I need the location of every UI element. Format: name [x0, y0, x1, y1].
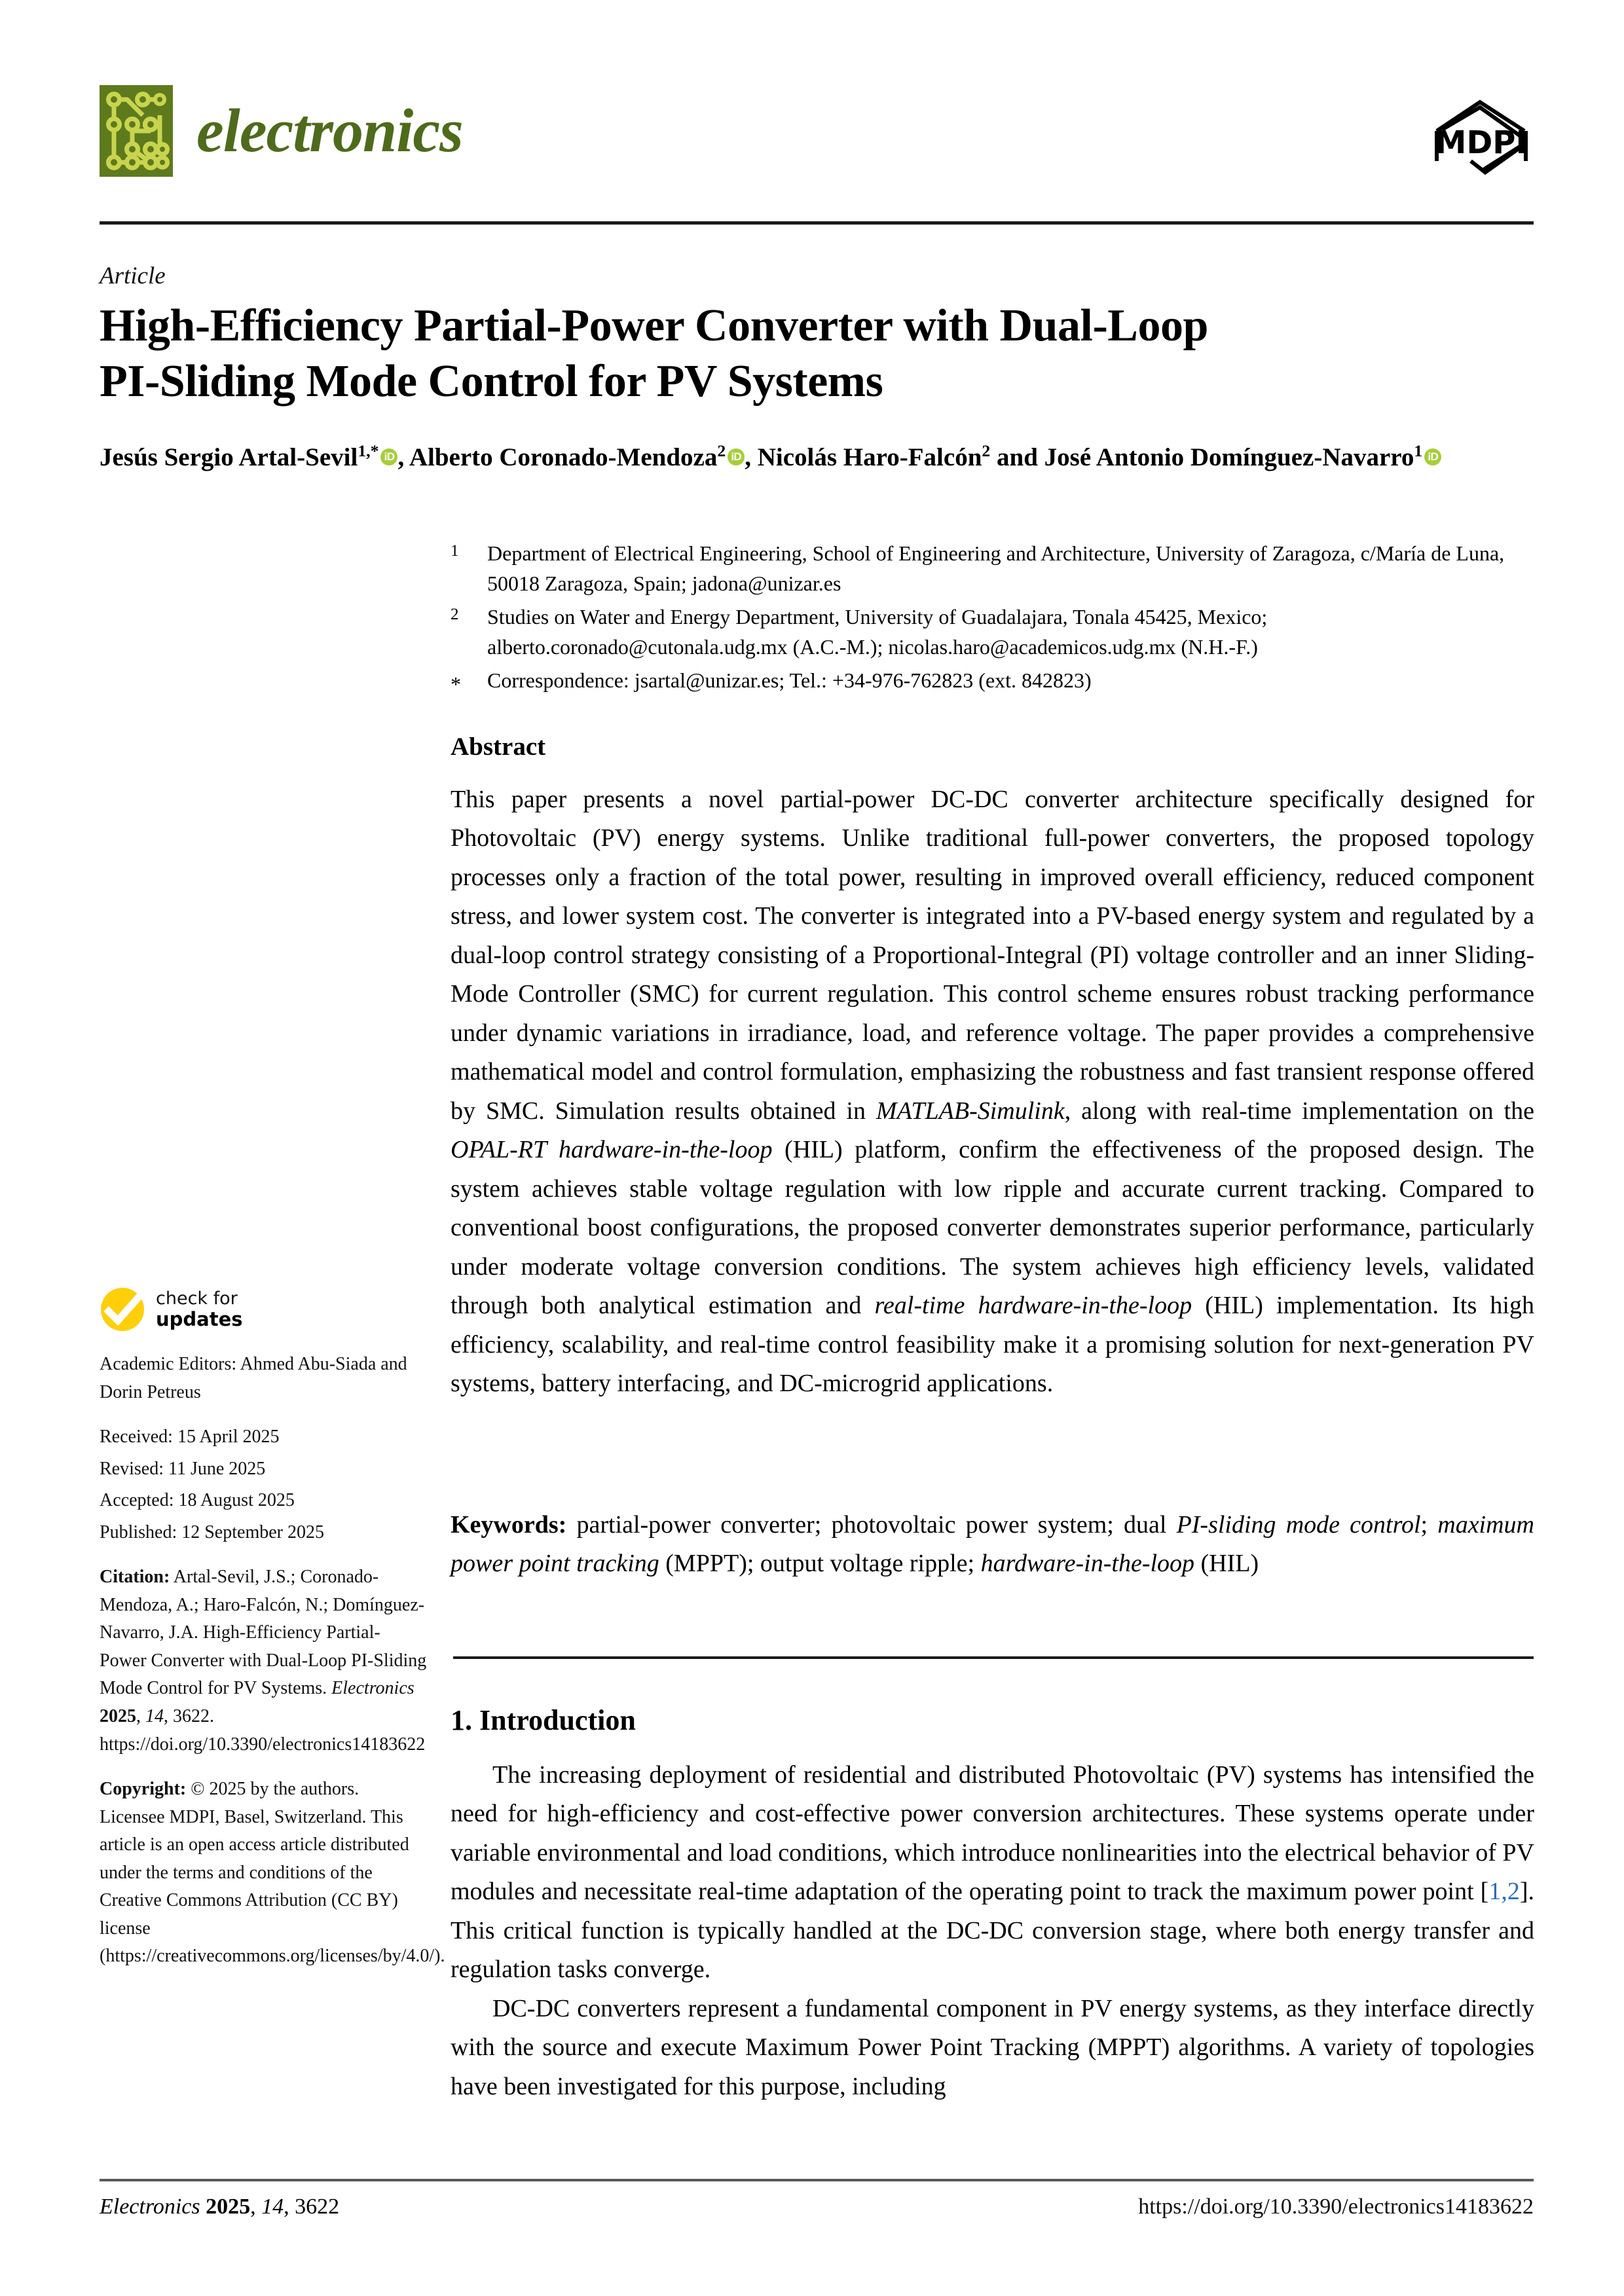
affiliation-text: Studies on Water and Energy Department, University of Guadalajara, Tonala 45425, Mexico; alberto.coronado@cutonala.udg.mx (A.C.-M.); nicolas.haro@academicos.udg.mx (N.H.-F.): [487, 604, 1268, 659]
section-heading-introduction: 1. Introduction: [451, 1704, 636, 1736]
copyright-label: Copyright:: [100, 1779, 187, 1800]
keywords-block: Keywords: partial-power converter; photovoltaic power system; dual PI-sliding mode control; maximum power point tracking (MPPT); output voltage ripple; hardware-in-the-loop (HIL): [451, 1511, 1535, 1578]
header-divider: [100, 221, 1534, 225]
citation-reference-2[interactable]: 2: [1507, 1878, 1520, 1906]
orcid-icon[interactable]: iD: [380, 448, 397, 465]
keyword-italic-1: PI-sliding mode control: [1176, 1511, 1421, 1539]
page-title: [100, 298, 1409, 410]
abstract-italic-opalrt: OPAL-RT hardware-in-the-loop: [451, 1136, 773, 1164]
page-header: [100, 85, 1534, 193]
affiliations-block: [451, 538, 1538, 702]
affiliation-text: Department of Electrical Engineering, School of Engineering and Architecture, University of Zaragoza, c/María de Luna, 50018 Zaragoza, Spain; jadona@unizar.es: [487, 541, 1505, 596]
cfu-line-1: check for: [156, 1288, 238, 1309]
citation-reference-separator: ,: [1501, 1878, 1507, 1906]
citation-year: 2025: [100, 1706, 136, 1727]
mdpi-logo[interactable]: [1429, 93, 1534, 177]
author-name: Jesús Sergio Artal-Sevil: [100, 443, 358, 471]
author-affiliation-marker: 2: [717, 441, 726, 460]
pcb-circuit-icon: [100, 85, 173, 177]
footer-year: 2025: [206, 2195, 251, 2219]
intro-paragraph-1: The increasing deployment of residential and distributed Photovoltaic (PV) systems has intensified the need for high-efficiency and cost-effective power conversion architectures. These systems operate under variable environmental and load conditions, which introduce nonlinearities into the electrical behavior of PV modules and necessitate real-time adaptation of the operating point to track the maximum power point [1,2]. This critical function is typically handled at the DC-DC conversion stage, where both energy transfer and regulation tasks converge.: [451, 1761, 1534, 1984]
academic-editors: [100, 1351, 427, 1406]
keyword-italic-3: hardware-in-the-loop: [980, 1550, 1195, 1578]
affiliation-marker: *: [451, 672, 461, 696]
journal-logo[interactable]: [100, 85, 463, 177]
check-for-updates-label: [156, 1289, 243, 1330]
footer-doi-link[interactable]: https://doi.org/10.3390/electronics14183622: [1138, 2195, 1534, 2219]
abstract-text: This paper presents a novel partial-power DC-DC converter architecture specifically designed for Photovoltaic (PV) energy systems. Unlike traditional full-power converters, the proposed topology processes only a fraction of the total power, resulting in improved overall efficiency, reduced component stress, and lower system cost. The converter is integrated into a PV-based energy system and regulated by a dual-loop control strategy consisting of a Proportional-Integral (PI) voltage controller and an inner Sliding-Mode Controller (SMC) for current regulation. This control scheme ensures robust tracking performance under dynamic variations in irradiance, load, and reference voltage. The paper provides a comprehensive mathematical model and control formulation, emphasizing the robustness and fast transient response offered by SMC. Simulation results obtained in MATLAB-Simulink, along with real-time implementation on the OPAL-RT hardware-in-the-loop (HIL) platform, confirm the effectiveness of the proposed design. The system achieves stable voltage regulation with low ripple and accurate current tracking. Compared to conventional boost configurations, the proposed converter demonstrates superior performance, particularly under moderate voltage conversion conditions. The system achieves high efficiency levels, validated through both analytical estimation and real-time hardware-in-the-loop (HIL) implementation. Its high efficiency, scalability, and real-time control feasibility make it a promising solution for next-generation PV systems, battery interfacing, and DC-microgrid applications.: [451, 786, 1534, 1398]
citation-reference-1[interactable]: 1: [1488, 1878, 1502, 1906]
orcid-icon[interactable]: iD: [1424, 448, 1441, 465]
author-name: Alberto Coronado-Mendoza: [409, 443, 718, 471]
copyright-text: Copyright: © 2025 by the authors. Licensee MDPI, Basel, Switzerland. This article is an open access article distributed under the terms and conditions of the Creative Commons Attribution (CC BY) license (https://creativecommons.org/licenses/by/4.0/).: [100, 1779, 445, 1967]
page-footer: [100, 2195, 1534, 2219]
footer-citation: Electronics 2025, 14, 3622: [100, 2195, 340, 2219]
journal-name: electronics: [196, 97, 463, 165]
author-name: José Antonio Domínguez-Navarro: [1044, 443, 1414, 471]
citation-journal: Electronics: [331, 1678, 415, 1699]
intro-paragraph-2: DC-DC converters represent a fundamental component in PV energy systems, as they interface directly with the source and execute Maximum Power Point Tracking (MPPT) algorithms. A variety of topologies have been investigated for this purpose, including: [451, 1994, 1534, 2100]
abstract-heading: Abstract: [451, 733, 546, 761]
citation-label: Citation:: [100, 1567, 170, 1588]
publication-date: Published: 12 September 2025: [100, 1522, 324, 1542]
footer-journal: Electronics: [100, 2195, 200, 2219]
abstract-italic-hil: real-time hardware-in-the-loop: [874, 1292, 1192, 1320]
sidebar: [100, 1286, 445, 1988]
publication-date: Accepted: 18 August 2025: [100, 1490, 295, 1511]
citation-text: Citation: Artal-Sevil, J.S.; Coronado-Mendoza, A.; Haro-Falcón, N.; Domínguez-Navarro, J.A. High-Efficiency Partial-Power Converter with Dual-Loop PI-Sliding Mode Control for PV Systems. Electronics 2025, 14, 3622. https://doi.org/10.3390/electronics14183622: [100, 1567, 427, 1755]
cfu-line-2: updates: [156, 1307, 243, 1330]
check-for-updates-badge[interactable]: [100, 1286, 427, 1332]
author-affiliation-marker: 2: [982, 441, 991, 460]
title-line-2: PI-Sliding Mode Control for PV Systems: [100, 356, 883, 407]
affiliation-text: Correspondence: jsartal@unizar.es; Tel.: +34-976-762823 (ext. 842823): [487, 668, 1092, 692]
author-affiliation-marker: 1,*: [358, 441, 379, 460]
citation-doi-link[interactable]: https://doi.org/10.3390/electronics14183622: [100, 1734, 426, 1755]
publication-dates: [100, 1423, 427, 1546]
introduction-body: [451, 1756, 1534, 2106]
yellow-check-circle-icon: [100, 1286, 145, 1332]
citation-block: [100, 1563, 427, 1758]
article-type-label: Article: [100, 263, 166, 289]
keywords-label: Keywords:: [451, 1511, 567, 1539]
affiliation-row: [451, 602, 1538, 663]
author-name: Nicolás Haro-Falcón: [757, 443, 982, 471]
affiliation-marker: 2: [451, 605, 459, 623]
abstract-italic-matlab: MATLAB-Simulink: [876, 1097, 1065, 1125]
mdpi-logo-text: MDPI: [1435, 124, 1528, 161]
footer-divider: [100, 2179, 1534, 2181]
publication-date: Received: 15 April 2025: [100, 1427, 280, 1448]
publication-date: Revised: 11 June 2025: [100, 1458, 266, 1479]
author-list: Jesús Sergio Artal-Sevil$^{1,*}$ iD , Alberto Coronado-Mendoza$^2$ iD , Nicolás Haro-Falcón$^2$ and José Antonio Domínguez-Navarro$^1$ iD: [100, 440, 1540, 475]
academic-editors-text: Academic Editors: Ahmed Abu-Siada and Dorin Petreus: [100, 1354, 407, 1402]
orcid-icon[interactable]: iD: [728, 448, 745, 465]
keyword-italic-2: maximum power point tracking: [451, 1511, 1535, 1578]
affiliation-row: [451, 665, 1538, 699]
affiliation-row: [451, 538, 1538, 599]
author-affiliation-marker: 1: [1414, 441, 1423, 460]
citation-volume: 14: [145, 1706, 164, 1727]
copyright-block: [100, 1776, 445, 1971]
keywords-divider: [453, 1656, 1534, 1659]
title-line-1: High-Efficiency Partial-Power Converter with Dual-Loop: [100, 301, 1208, 351]
footer-volume: 14: [261, 2195, 284, 2219]
affiliation-marker: 1: [451, 542, 459, 560]
